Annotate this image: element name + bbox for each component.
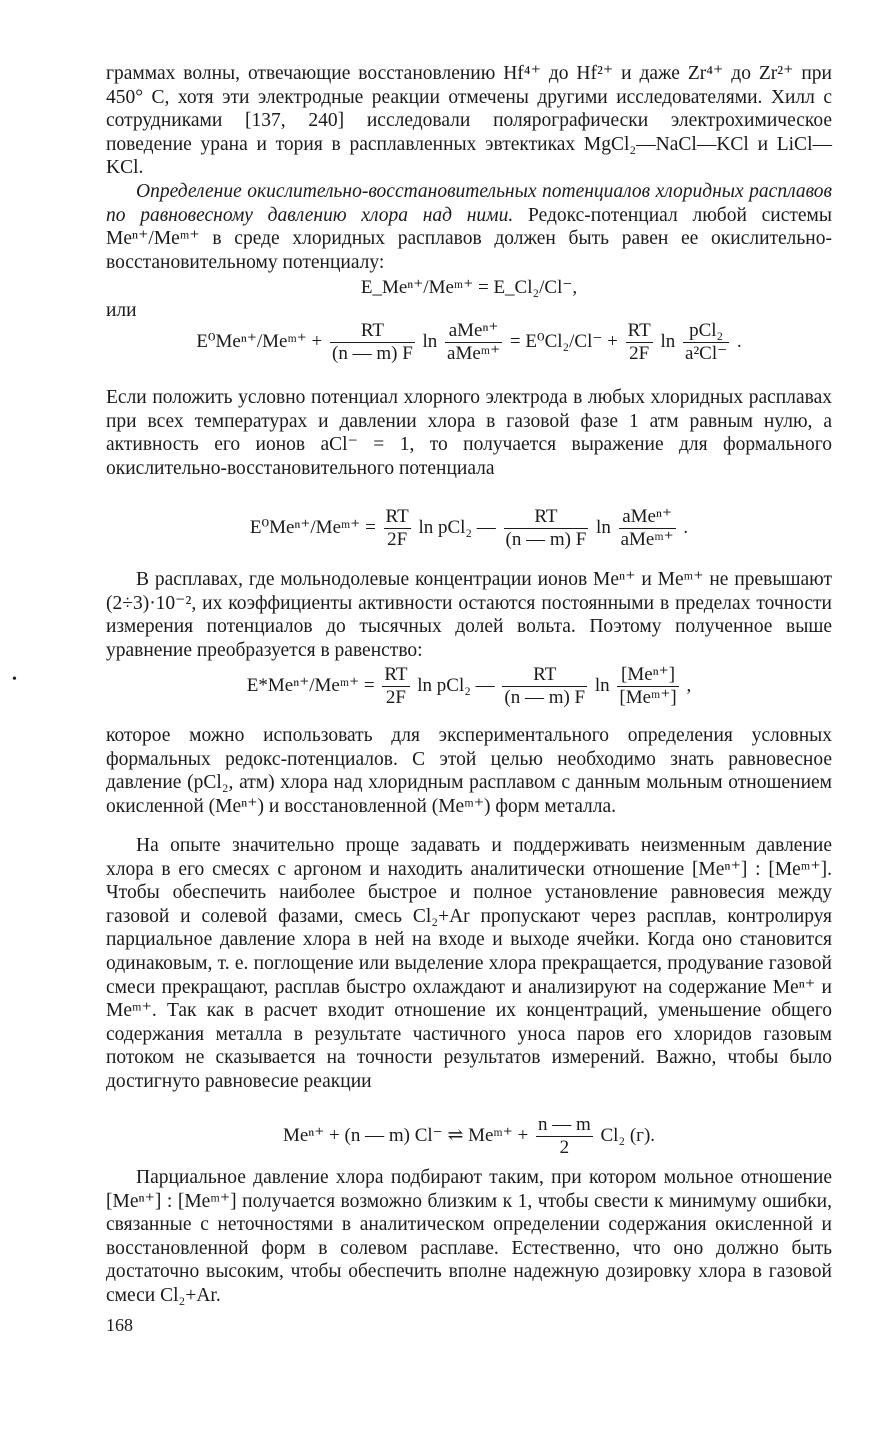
paragraph-intro <box>106 62 832 180</box>
fraction: $\frac{RT}{(n — m) F}$ <box>504 664 586 708</box>
equation-5: Meⁿ⁺ + (n — m) Cl⁻ ⇌ Meᵐ⁺ + $\frac{n — m}{2}$ Cl₂ (г). <box>282 1114 656 1158</box>
equation-3: E⁰Meⁿ⁺/Meᵐ⁺ = $\frac{RT}{2F}$ ln pCl₂ — $\frac{RT}{(n — m) F}$ ln aMeⁿ⁺ aMeᵐ⁺ . <box>249 506 689 550</box>
fraction: pCl₂ a²Cl⁻ <box>685 320 728 364</box>
margin-dot: • <box>12 672 17 687</box>
fraction: $\frac{RT}{(n — m) F}$ <box>332 320 413 364</box>
paragraph-text: Если положить условно потенциал хлорного электрода в любых хлоридных расплавах при всех температурах и давлении хлора в газовой фазе 1 атм равным нулю, а активность его ионов aCl⁻ = 1, то получается выражение для формального окислительно-восстановительного потенциала <box>106 387 832 479</box>
paragraph-text: Парциальное давление хлора подбирают таким, при котором мольное отношение [Meⁿ⁺] : [Meᵐ⁺] получается возможно близким к 1, чтобы свести к минимуму ошибки, связанные с неточностями в аналитическом определении содержания окисленной и восстановленной форм в солевом расплаве. Естественно, что оно должно быть достаточно высоким, чтобы обеспечить вполне надежную дозировку хлора в газовой смеси Cl₂+Ar. <box>106 1167 832 1306</box>
paragraph-usage <box>106 724 832 818</box>
fraction: $\frac{n — m}{2}$ <box>537 1114 591 1158</box>
paragraph-text: которое можно использовать для экспериментального определения условных формальных редокс-потенциалов. С этой целью необходимо знать равновесное давление (pCl₂, атм) хлора над хлоридным расплавом с данным мольным отношением окисленной (Meⁿ⁺) и восстановленной (Meᵐ⁺) форм металла. <box>106 725 832 817</box>
paragraph-assumption <box>106 386 832 480</box>
paragraph-text: На опыте значительно проще задавать и поддерживать неизменным давление хлора в его смесях с аргоном и находить аналитически отношение [Meⁿ⁺] : [Meᵐ⁺]. Чтобы обеспечить наиболее быстрое и полное установление равновесия между газовой и солевой фазами, смесь Cl₂+Ar пропускают через расплав, контролируя парциальное давление хлора в ней на входе и выходе ячейки. Когда оно становится одинаковым, т. е. поглощение или выделение хлора прекращается, продувание газовой смеси прекращают, расплав быстро охлаждают и анализируют на содержание Meⁿ⁺ и Meᵐ⁺. Так как в расчет входит отношение их концентраций, уменьшение общего содержания металла в результате частичного уноса паров его хлоридов газовым потоком не сказывается на точности результатов измерений. Важно, чтобы было достигнуто равновесие реакции <box>106 835 832 1092</box>
paragraph-text: В расплавах, где мольнодолевые концентрации ионов Meⁿ⁺ и Meᵐ⁺ не превышают (2÷3)·10⁻², их коэффициенты активности остаются постоянными в пределах точности измерения потенциалов до тысячных долей вольта. Поэтому полученное выше уравнение преобразуется в равенство: <box>106 569 832 661</box>
paragraph-experiment <box>106 834 832 1094</box>
or-label: или <box>106 300 137 321</box>
paragraph-text: граммах волны, отвечающие восстановлению Hf⁴⁺ до Hf²⁺ и даже Zr⁴⁺ до Zr²⁺ при 450° C, хотя эти электродные реакции отмечены другими исследователями. Хилл с сотрудниками [137, 240] исследовали полярографически электрохимическое поведение урана и тория в расплавленных эвтектиках MgCl₂—NaCl—KCl и LiCl—KCl. <box>106 63 832 179</box>
paragraph-definition <box>106 180 832 274</box>
page-number: 168 <box>106 1315 133 1335</box>
paragraph-partial-pressure <box>106 1166 832 1308</box>
paragraph-melts <box>106 568 832 662</box>
fraction: $\frac{RT}{2F}$ <box>384 664 408 708</box>
fraction: $\frac{RT}{2F}$ <box>385 506 409 550</box>
fraction: $\frac{RT}{2F}$ <box>627 320 651 364</box>
equation-2: E⁰Meⁿ⁺/Meᵐ⁺ + $\frac{RT}{(n — m) F}$ ln aMeⁿ⁺ aMeᵐ⁺ = E⁰Cl₂/Cl⁻ + $\frac{RT}{2F}$ ln pCl₂ a²Cl⁻ . <box>196 320 742 364</box>
fraction: aMeⁿ⁺ aMeᵐ⁺ <box>447 320 501 364</box>
equation-1: E_Meⁿ⁺/Meᵐ⁺ = E_Cl₂/Cl⁻, <box>360 277 578 298</box>
italic-heading: Определение окислительно-восстановительных потенциалов хлоридных расплавов по равновесному давлению хлора над ними. <box>106 181 832 226</box>
fraction: [Meⁿ⁺] [Meᵐ⁺] <box>619 664 677 708</box>
paragraph-text: Редокс-потенциал любой системы Meⁿ⁺/Meᵐ⁺ в среде хлоридных расплавов должен быть равен ее окислительно-восстановительному потенциалу: <box>106 204 832 273</box>
equation-4: E*Meⁿ⁺/Meᵐ⁺ = $\frac{RT}{2F}$ ln pCl₂ — $\frac{RT}{(n — m) F}$ ln [Meⁿ⁺] [Meᵐ⁺] , <box>246 664 692 708</box>
fraction: $\frac{RT}{(n — m) F}$ <box>505 506 587 550</box>
fraction: aMeⁿ⁺ aMeᵐ⁺ <box>620 506 674 550</box>
